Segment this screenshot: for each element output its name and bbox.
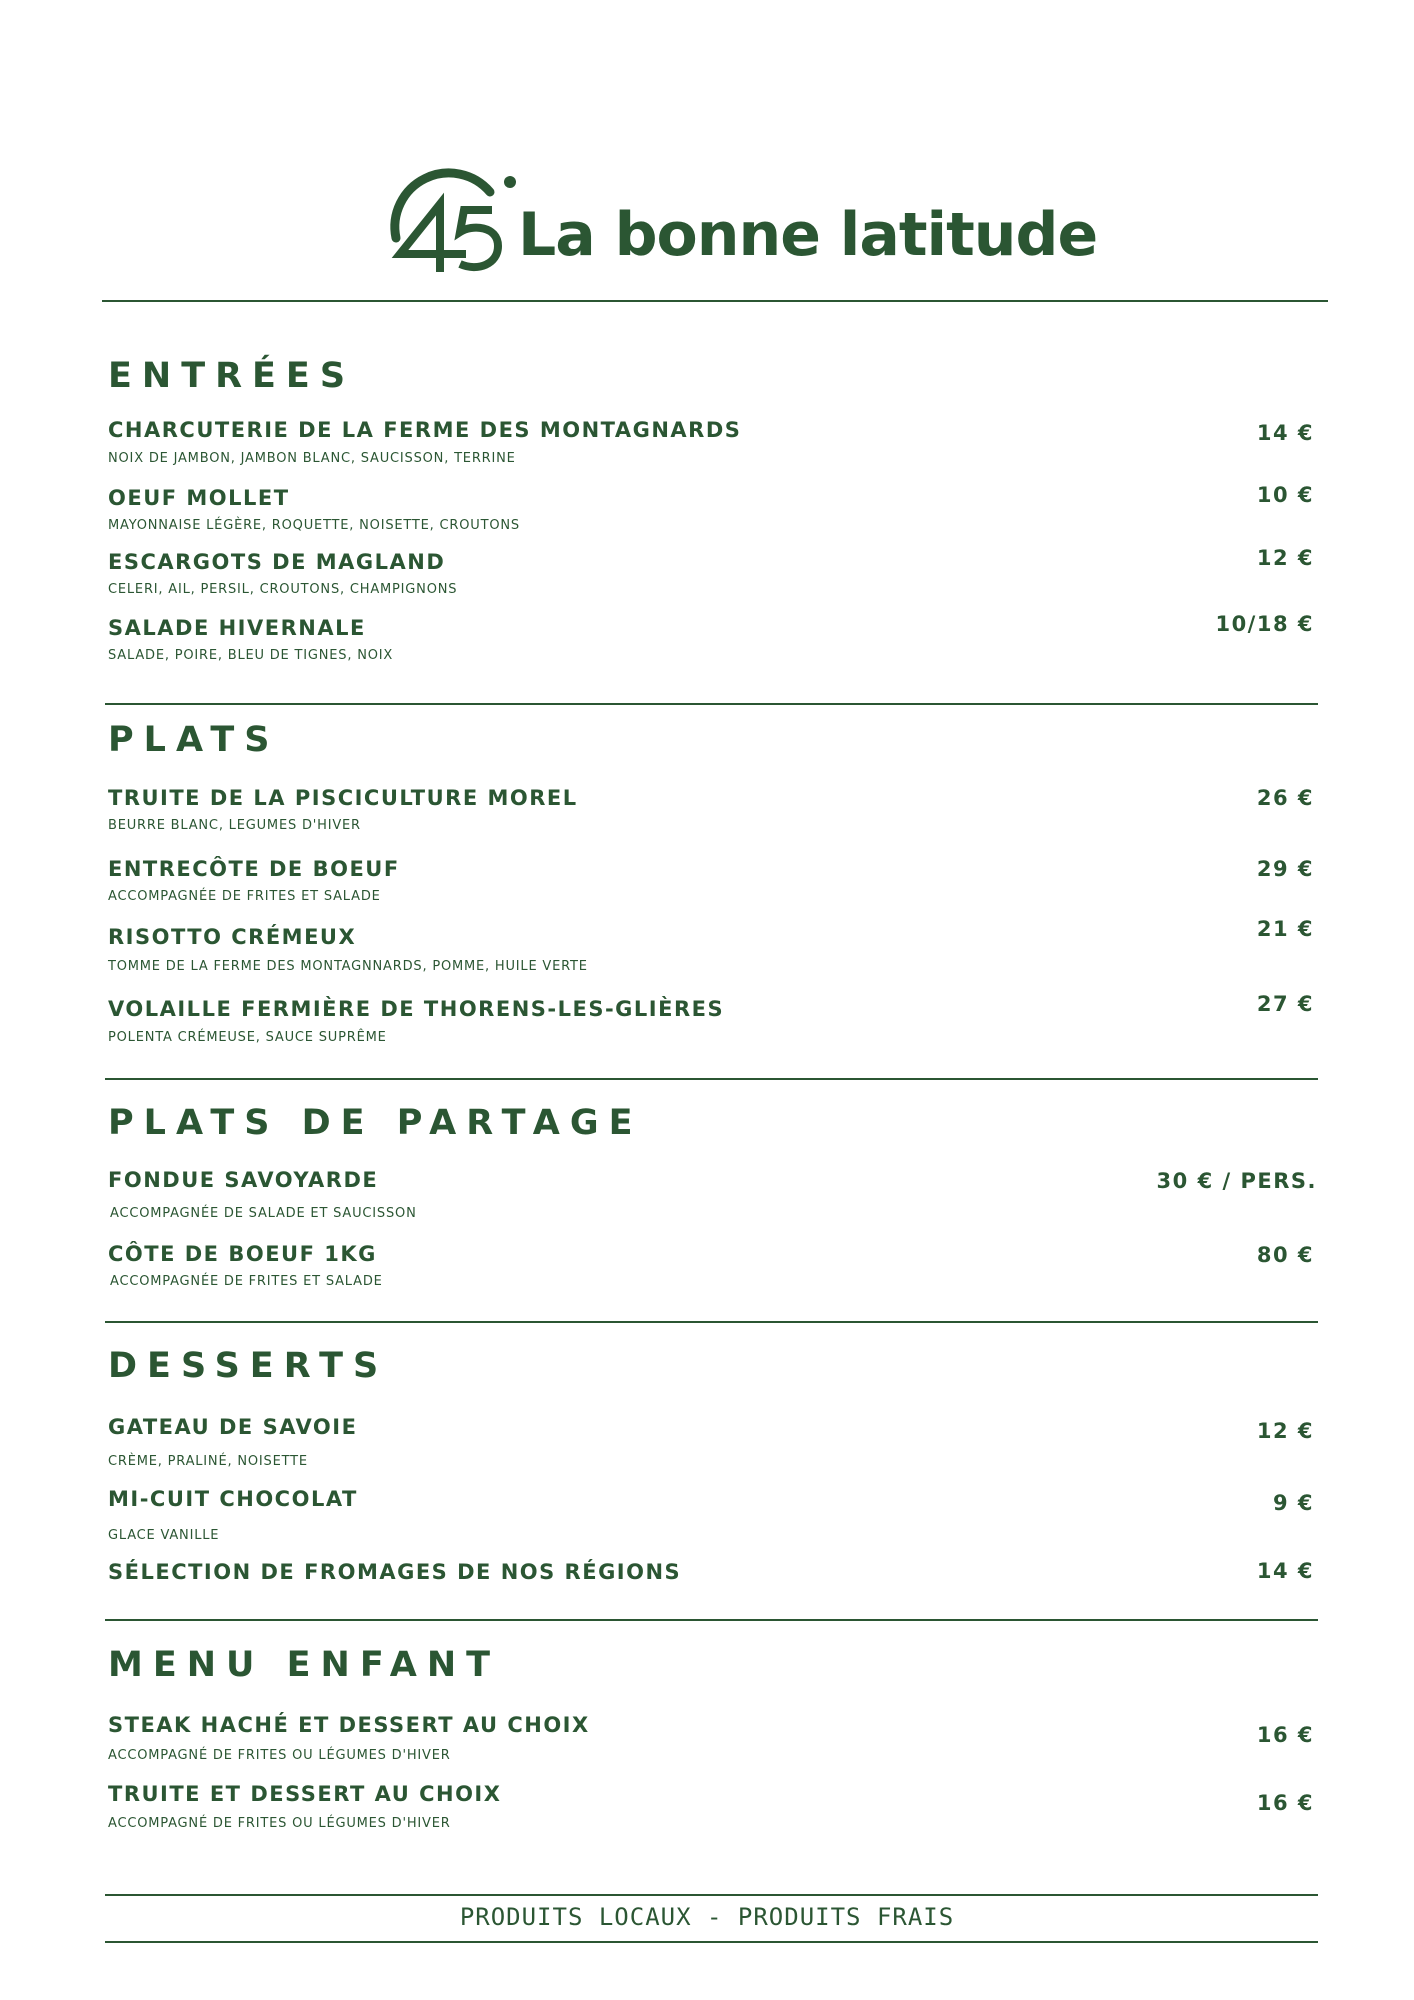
header-divider [102,300,1328,302]
menu-item-description: TOMME DE LA FERME DES MONTAGNNARDS, POMME, HUILE VERTE [108,959,588,974]
restaurant-name: La bonne latitude [518,200,1098,270]
footer-top-divider [105,1894,1318,1896]
menu-item-description: CELERI, AIL, PERSIL, CROUTONS, CHAMPIGNONS [108,582,458,597]
menu-item-name: FONDUE SAVOYARDE [108,1168,379,1192]
menu-item-name: OEUF MOLLET [108,486,290,510]
menu-item-description: ACCOMPAGNÉ DE FRITES OU LÉGUMES D'HIVER [108,1816,451,1831]
menu-item-description: GLACE VANILLE [108,1528,220,1543]
menu-item-description: BEURRE BLANC, LEGUMES D'HIVER [108,818,361,833]
menu-item-name: ENTRECÔTE DE BOEUF [108,857,400,881]
menu-item-price: 29 € [1256,857,1314,881]
menu-item-name: STEAK HACHÉ ET DESSERT AU CHOIX [108,1713,590,1737]
menu-item-name: VOLAILLE FERMIÈRE DE THORENS-LES-GLIÈRES [108,997,725,1021]
menu-item-name: GATEAU DE SAVOIE [108,1415,358,1439]
menu-item-name: CHARCUTERIE DE LA FERME DES MONTAGNARDS [108,418,742,442]
section-title-menu-enfant: MENU ENFANT [108,1645,500,1685]
menu-item-name: SALADE HIVERNALE [108,616,366,640]
menu-item-price: 27 € [1256,992,1314,1016]
menu-item-price: 26 € [1256,786,1314,810]
footer-bottom-divider [105,1941,1318,1943]
menu-item-description: POLENTA CRÉMEUSE, SAUCE SUPRÊME [108,1030,387,1045]
section-divider [105,1078,1318,1080]
section-divider [105,1321,1318,1323]
section-title-desserts: DESSERTS [108,1346,389,1386]
menu-item-description: ACCOMPAGNÉ DE FRITES OU LÉGUMES D'HIVER [108,1748,451,1763]
footer-tagline: PRODUITS LOCAUX - PRODUITS FRAIS [459,1903,955,1931]
menu-item-price: 21 € [1256,917,1314,941]
menu-item-name: CÔTE DE BOEUF 1KG [108,1242,377,1266]
menu-item-description: NOIX DE JAMBON, JAMBON BLANC, SAUCISSON, TERRINE [108,451,516,466]
menu-item-description: ACCOMPAGNÉE DE SALADE ET SAUCISSON [110,1206,417,1221]
menu-item-price: 30 € / PERS. [1156,1169,1317,1193]
menu-item-description: ACCOMPAGNÉE DE FRITES ET SALADE [110,1274,383,1289]
menu-item-description: ACCOMPAGNÉE DE FRITES ET SALADE [108,889,381,904]
menu-item-description: CRÈME, PRALINÉ, NOISETTE [108,1454,308,1469]
section-title-plats-de-partage: PLATS DE PARTAGE [108,1103,643,1143]
menu-item-price: 9 € [1272,1491,1314,1515]
menu-item-name: SÉLECTION DE FROMAGES DE NOS RÉGIONS [108,1560,682,1584]
menu-item-description: SALADE, POIRE, BLEU DE TIGNES, NOIX [108,648,394,663]
section-title-plats: PLATS [108,720,280,760]
menu-header [0,160,1414,280]
menu-item-name: TRUITE ET DESSERT AU CHOIX [108,1782,502,1806]
section-divider [105,703,1318,705]
menu-item-price: 12 € [1256,546,1314,570]
menu-item-name: RISOTTO CRÉMEUX [108,925,357,949]
logo-45-degree-icon [382,160,522,275]
menu-item-name: TRUITE DE LA PISCICULTURE MOREL [108,786,578,810]
section-title-entrees: ENTRÉES [108,356,356,396]
menu-item-price: 12 € [1256,1419,1314,1443]
menu-item-price: 14 € [1256,1559,1314,1583]
menu-item-price: 16 € [1256,1723,1314,1747]
menu-item-price: 10/18 € [1215,612,1314,636]
menu-item-price: 80 € [1256,1243,1314,1267]
section-divider [105,1619,1318,1621]
menu-item-price: 14 € [1256,421,1314,445]
menu-item-price: 10 € [1256,483,1314,507]
menu-item-name: ESCARGOTS DE MAGLAND [108,550,446,574]
menu-item-name: MI-CUIT CHOCOLAT [108,1487,358,1511]
menu-item-description: MAYONNAISE LÉGÈRE, ROQUETTE, NOISETTE, CROUTONS [108,518,520,533]
menu-item-price: 16 € [1256,1791,1314,1815]
